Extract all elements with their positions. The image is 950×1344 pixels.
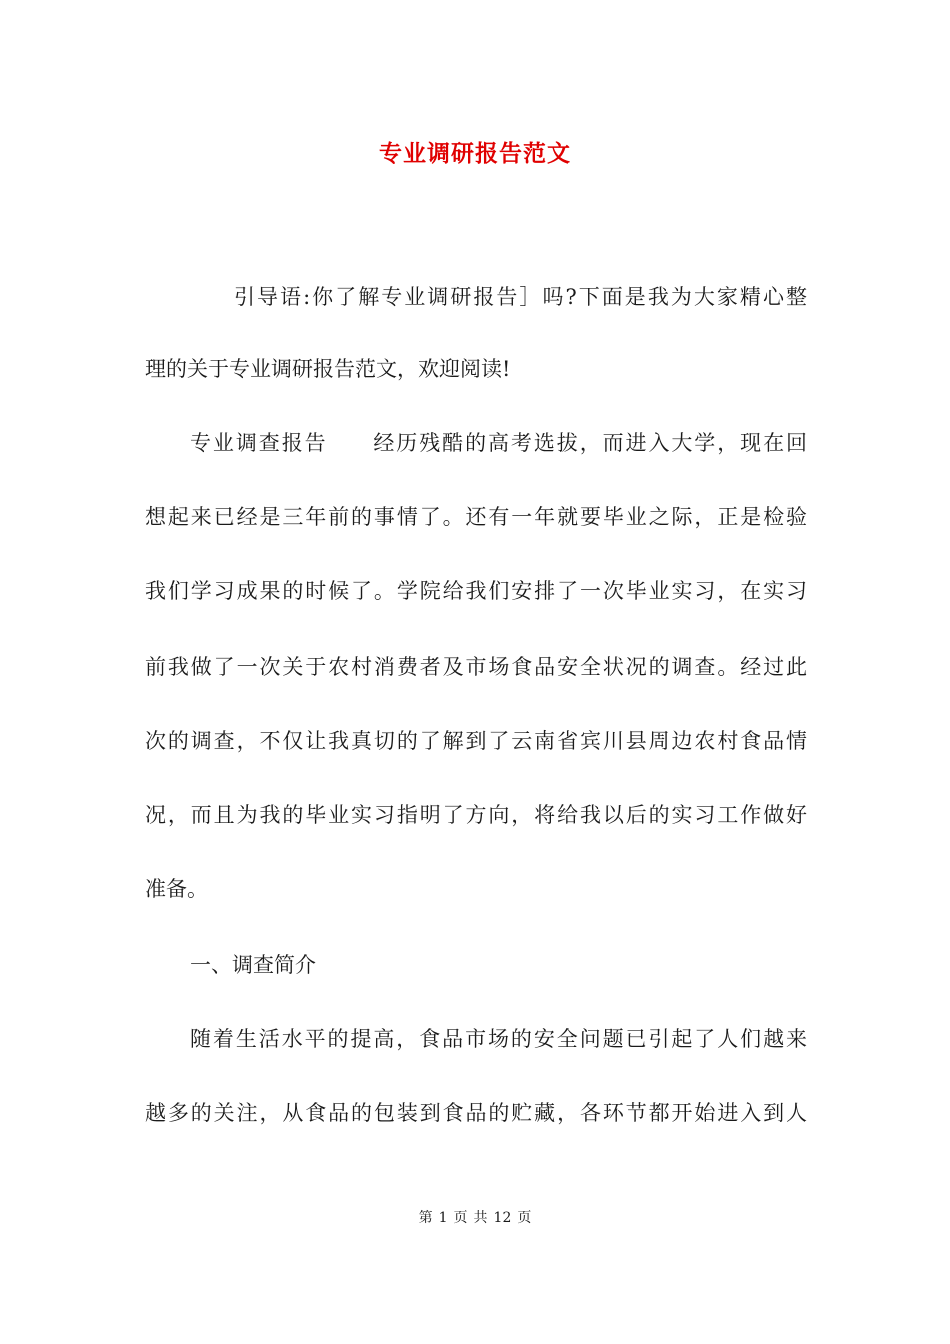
paragraph-line: 准备。 bbox=[145, 877, 208, 901]
paragraph-line: 次的调查，不仅让我真切的了解到了云南省宾川县周边农村食品情 bbox=[145, 729, 807, 753]
paragraph-line: 越多的关注，从食品的包装到食品的贮藏，各环节都开始进入到人 bbox=[145, 1101, 807, 1125]
footer-prefix: 第 bbox=[418, 1210, 433, 1226]
document-title: 专业调研报告范文 bbox=[379, 140, 571, 167]
page-footer bbox=[0, 1208, 950, 1228]
paragraph-line: 我们学习成果的时候了。学院给我们安排了一次毕业实习，在实习 bbox=[145, 579, 807, 603]
footer-page-word: 页 bbox=[453, 1210, 468, 1226]
section-heading: 一、调查简介 bbox=[190, 953, 316, 977]
footer-current-page: 1 bbox=[438, 1210, 448, 1226]
paragraph-line: 随着生活水平的提高，食品市场的安全问题已引起了人们越来 bbox=[190, 1027, 807, 1051]
paragraph-line: 专业调查报告 经历残酷的高考选拔，而进入大学，现在回 bbox=[190, 431, 807, 455]
paragraph-line: 理的关于专业调研报告范文，欢迎阅读! bbox=[145, 357, 511, 381]
paragraph-line: 想起来已经是三年前的事情了。还有一年就要毕业之际，正是检验 bbox=[145, 505, 807, 529]
footer-total-pages: 12 bbox=[493, 1210, 512, 1226]
footer-suffix: 页 bbox=[517, 1210, 532, 1226]
paragraph-line: 前我做了一次关于农村消费者及市场食品安全状况的调查。经过此 bbox=[145, 655, 807, 679]
footer-total-word: 共 bbox=[473, 1210, 488, 1226]
paragraph-line: 况，而且为我的毕业实习指明了方向，将给我以后的实习工作做好 bbox=[145, 803, 807, 827]
paragraph-line: 引导语:你了解专业调研报告］吗?下面是我为大家精心整 bbox=[234, 285, 807, 309]
